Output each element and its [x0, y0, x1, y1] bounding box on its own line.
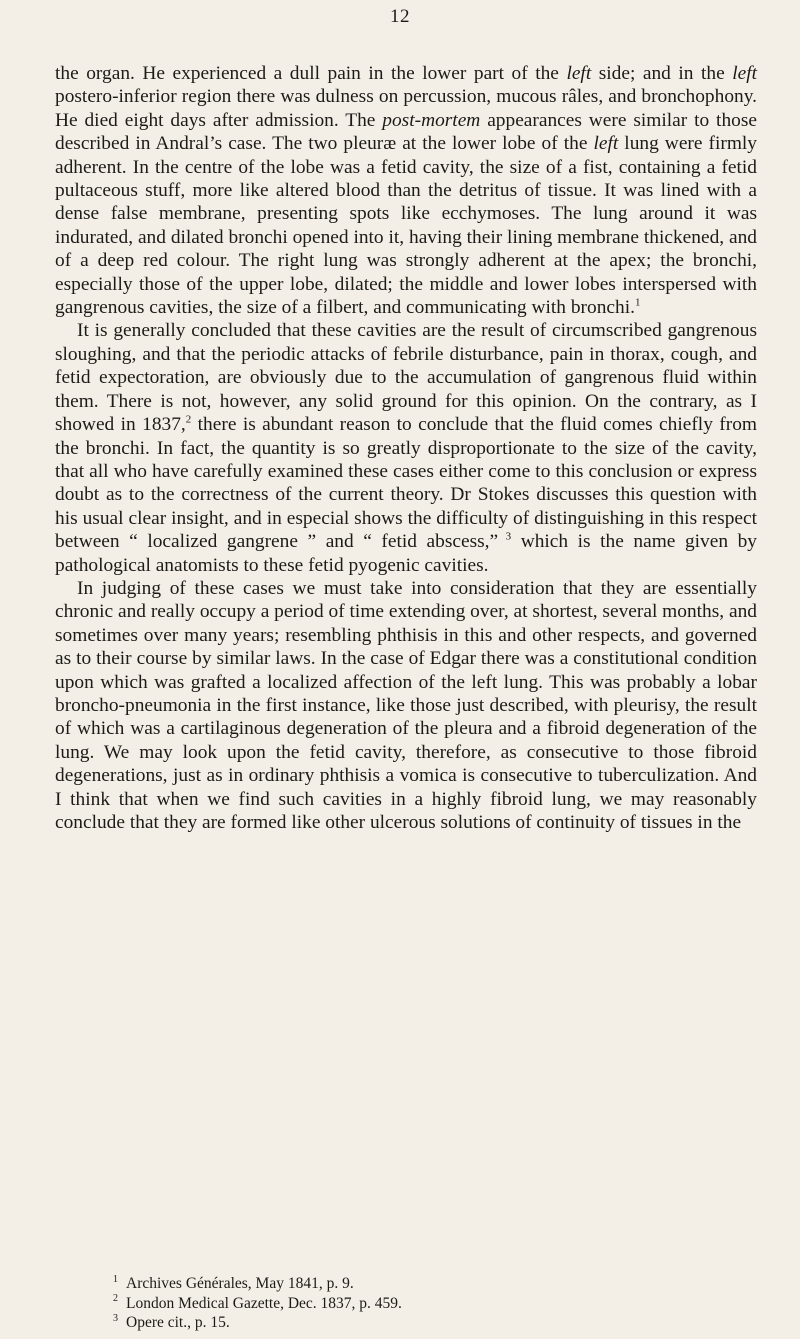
- footnote-mark: 2: [113, 1293, 118, 1305]
- paragraph: [55, 319, 757, 576]
- italic-text: left: [566, 63, 592, 84]
- footnote-ref: 1: [634, 296, 641, 309]
- text-run: there is abundant reason to conclude that the fluid comes chiefly from the bronchi. In fact, the quantity is so greatly disproportionate to the size of the cavity, that all who have carefully examined these cases either come to this conclusion or express doubt as to the correctness of the current theory. Dr Stokes discusses this question with his usual clear insight, and in especial shows the difficulty of distinguishing in this respect between “ localized gangrene ” and “ fetid abscess,”: [55, 414, 757, 553]
- text-run: which is the name given by pathological anatomists to these fetid pyogenic cavities.: [55, 531, 758, 576]
- text-run: appearances were similar to those described in Andral’s case. The two pleuræ at the lower lobe of the: [55, 109, 757, 155]
- footnote-ref: 2: [185, 413, 192, 426]
- text-run: postero-inferior region there was dulness on percussion, mucous râles, and bronchophony. He died eight days after admission. The: [55, 86, 757, 131]
- footnote-text: Opere cit., p. 15.: [126, 1314, 230, 1331]
- text-run: lung were firmly adherent. In the centre of the lobe was a fetid cavity, the size of a fist, containing a fetid pultaceous stuff, more like altered blood than the detritus of tissue. It was lined with a dense false membrane, presenting spots like ecchymoses. The lung around it was indurated, and dilated bronchi opened into it, having their lining membrane thickened, and of a deep red colour. The right lung was strongly adherent at the apex; the bronchi, especially those of the upper lobe, dilated; the middle and lower lobes interspersed with gangrenous cavities, the size of a filbert, and communicating with bronchi.: [55, 133, 757, 319]
- footnote-text: Archives Générales, May 1841, p. 9.: [126, 1275, 354, 1292]
- footnote-mark: 3: [113, 1312, 118, 1324]
- footnote-ref: 3: [498, 530, 512, 543]
- footnotes: [55, 1274, 757, 1333]
- text-run: In judging of these cases we must take into consideration that they are essentially chronic and really occupy a period of time extending over, at shortest, several months, and sometimes over many years; resembling phthisis in this and other respects, and governed as to their course by similar laws. In the case of Edgar there was a constitutional condition upon which was grafted a localized affection of the left lung. This was probably a lobar broncho-pneumonia in the first instance, like those just described, with pleurisy, the result of which was a cartilaginous degeneration of the pleura and a fibroid degeneration of the lung. We may look upon the fetid cavity, therefore, as consecutive to those fibroid degenerations, just as in ordinary phthisis a vomica is consecutive to tuberculization. And I think that when we find such cavities in a highly fibroid lung, we may reasonably conclude that they are formed like other ulcerous solutions of continuity of tissues in the: [55, 577, 757, 833]
- text-run: the organ. He experienced a dull pain in the lower part of the: [55, 63, 567, 84]
- footnote: [55, 1274, 757, 1294]
- footnote: [55, 1313, 757, 1333]
- italic-text: left: [593, 133, 619, 155]
- italic-text: post-mortem: [382, 109, 481, 131]
- italic-text: left: [732, 63, 757, 84]
- footnote-mark: 1: [113, 1273, 118, 1285]
- page-number: 12: [390, 6, 410, 27]
- body-text: [55, 62, 757, 834]
- paragraph: [55, 577, 757, 834]
- paragraph: [55, 62, 757, 319]
- footnote: [55, 1294, 757, 1314]
- text-run: side; and in the: [591, 63, 733, 84]
- footnote-text: London Medical Gazette, Dec. 1837, p. 459.: [126, 1294, 402, 1312]
- text-run: It is generally concluded that these cavities are the result of circumscribed gangrenous sloughing, and that the periodic attacks of febrile disturbance, pain in thorax, cough, and fetid expectoration, are obviously due to the accumulation of gangrenous fluid within them. There is not, however, any solid ground for this opinion. On the contrary, as I showed in 1837,: [55, 320, 757, 436]
